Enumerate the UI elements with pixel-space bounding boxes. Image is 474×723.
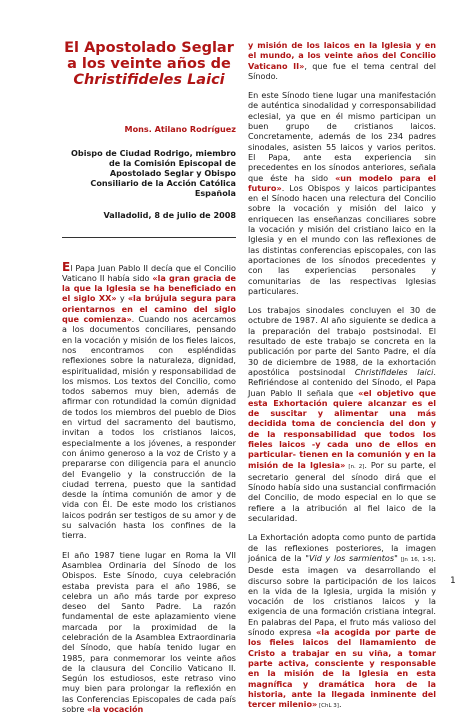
title-line-2: a los veinte años de [67, 56, 231, 72]
right-p1-quote: «un modelo para el futuro» [248, 172, 436, 193]
right-p2-text-b: . Refiriéndose al contenido del Sínodo, el Papa Juan Pablo II señala que [248, 366, 436, 398]
right-paragraph-3 [248, 532, 436, 711]
author-name: Mons. Atilano Rodríguez [124, 124, 236, 134]
right-p3-footnote-ref-2: [ChL 3] [317, 703, 339, 710]
drop-cap: E [62, 259, 71, 274]
right-p2-quote: «el objetivo que esta Exhortación quiere alcanzar es el de suscitar y alimentar una más decidida toma de conciencia del don y de la responsabilidad que todos los fieles laicos -y cada uno de ellos en particular- tienen en la comunión y en la misión de la Iglesia» [248, 387, 436, 470]
divider-rule [62, 237, 236, 238]
left-p1-quote-1: «la gran gracia de la que la Iglesia se ha beneficiado en el siglo XX» [62, 272, 236, 304]
right-paragraph-0 [248, 40, 436, 81]
date-line: Valladolid, 8 de julio de 2008 [103, 210, 236, 221]
author-affiliation: Obispo de Ciudad Rodrigo, miembro de la Comisión Episcopal de Apostolado Seglar y Obispo Consiliario de la Acción Católica Española [71, 148, 236, 199]
right-p2-text-d: . Por su parte, el secretario general del sínodo dirá que el Sínodo había sido una sustancial confirmación del Concilio, de modo especial en lo que se refiere a la atribución al fiel laico de la secularidad. [248, 459, 436, 524]
title-line-3: Christifideles Laici [73, 72, 225, 88]
left-p1-text-c: y [116, 293, 128, 304]
right-paragraph-1 [248, 90, 436, 296]
right-paragraph-2 [248, 305, 436, 523]
right-p1-text-c: . Los Obispos y laicos participantes en el Sínodo hacen una relectura del Concilio sobre la vocación y misión del laico y enriquecen las enseñanzas conciliares sobre la vocación y misión del cristiano laico en la Iglesia y en el mundo con las reflexiones de las distintas conferencias episcopales, con las aportaciones de los sínodos precedentes y con las experiencias personales y comunitarias de las respectivas Iglesias particulares. [248, 182, 436, 296]
right-p0-quote: y misión de los laicos en la Iglesia y en el mundo, a los veinte años del Concilio Vaticano II» [248, 40, 436, 71]
title-line-1: El Apostolado Seglar [64, 40, 234, 56]
left-paragraph-1 [62, 259, 237, 541]
left-p2-text-a: El año 1987 tiene lugar en Roma la VII Asamblea Ordinaria del Sínodo de los Obispos. Este Sínodo, cuya celebración estaba prevista para el año 1986, se celebra un año más tarde por expreso deseo del Santo Padre. La razón fundamental de este aplazamiento viene marcada por la proximidad de la celebración de la Asamblea Extraordinaria del Sínodo, que había tenido lugar en 1985, para conmemorar los veinte años de la clausura del Concilio Vaticano II. Según los estudiosos, este retraso vino muy bien para prolongar la reflexión en las Conferencias Episcopales de cada país sobre [62, 549, 236, 715]
article-title [62, 40, 236, 88]
page-number: 1 [450, 576, 456, 586]
right-p0-text: , que fue el tema central del Sínodo. [248, 60, 436, 81]
right-p3-footnote-ref: [Jn 16, 1-5] [397, 556, 434, 563]
right-p3-italic: "Vid y los sarmientos" [305, 552, 398, 563]
left-column [62, 0, 236, 723]
right-p3-text-d: . [338, 699, 342, 710]
left-p1-text-a: l Papa Juan Pablo II decía que el Concilio Vaticano II había sido [62, 262, 236, 283]
right-p2-italic: Christifideles laici [354, 366, 434, 377]
right-p2-footnote-ref: [n. 2] [345, 463, 365, 470]
right-p1-text-a: En este Sínodo tiene lugar una manifestación de auténtica sinodalidad y corresponsabilidad eclesial, ya que en él mismo participan un buen grupo de cristianos laicos. Concretamente, además de los 234 padres sinodales, asisten 55 laicos y varios peritos. El Papa, ante esta experiencia sin precedentes en los sínodos anteriores, señala que éste ha sido [248, 90, 436, 183]
left-p1-quote-2: «la brújula segura para orientarnos en el camino del siglo que comienza» [62, 293, 236, 325]
right-p3-text-a: La Exhortación adopta como punto de partida de las reflexiones posteriores, la imagen joánica de la [248, 532, 436, 563]
right-column [248, 0, 436, 720]
left-p2-quote: «la vocación [87, 704, 144, 715]
right-p3-text-b: . Desde esta imagen va desarrollando el discurso sobre la participación de los laicos en la vida de la Iglesia, urgida la misión y vocación de los cristianos laicos y la exigencia de una formación cristiana integral. En palabras del Papa, el fruto más valioso del sínodo expresa [248, 552, 436, 638]
left-paragraph-2 [62, 550, 236, 715]
right-p2-text-a: Los trabajos sinodales concluyen el 30 de octubre de 1987. Al año siguiente se dedica a la preparación del trabajo postsinodal. El resultado de este trabajo se concreta en la publicación por parte del Santo Padre, el día 30 de diciembre de 1988, de la exhortación apostólica postsinodal [248, 305, 436, 377]
right-p3-quote: «la acogida por parte de los fieles laicos del llamamiento de Cristo a trabajar en su viña, a tomar parte activa, consciente y responsable en la misión de la Iglesia en esta magnífica y dramática hora de la historia, ante la llegada inminente del tercer milenio» [248, 627, 436, 710]
left-p1-text-e: . Cuando nos acercamos a los documentos conciliares, pensando en la vocación y misión de los fieles laicos, nos encontramos con espléndidas reflexiones sobre la naturaleza, dignidad, espiritualidad, misión y responsabilidad de los mismos. Los textos del Concilio, como todos sabemos muy bien, además de afirmar con rotundidad la común dignidad de todos los miembros del pueblo de Dios en virtud del sacramento del bautismo, invitan a todos los cristianos laicos, especialmente a los jóvenes, a responder con ánimo generoso a la voz de Cristo y a prepararse con diligencia para el anuncio del Evangelio y la construcción de la ciudad terrena, puesto que la santidad desde la íntima comunión de amor y de vida con Él. De este modo los cristianos laicos podrán ser testigos de su amor y de su salvación hasta los confines de la tierra. [62, 314, 237, 541]
